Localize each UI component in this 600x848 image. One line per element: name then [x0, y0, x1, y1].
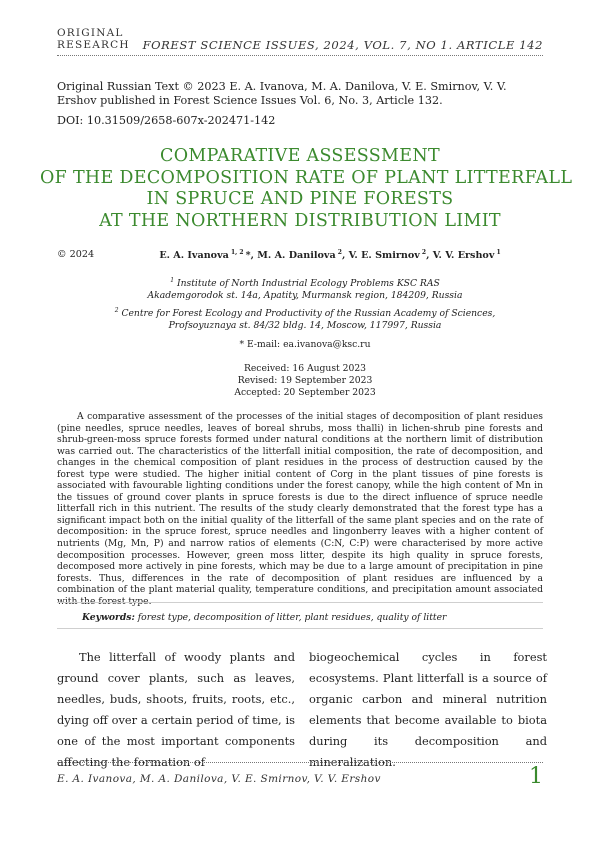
contact-email: * E-mail: ea.ivanova@ksc.ru: [239, 339, 371, 350]
copyright: © 2024: [57, 249, 95, 260]
affiliation-number: 2: [114, 307, 119, 314]
section-label-line1: ORIGINAL: [57, 27, 124, 39]
keywords-divider-bottom: [57, 628, 543, 629]
page-number: 1: [529, 764, 543, 789]
author-separator: ,: [426, 250, 433, 262]
body-column-right: biogeochemical cycles in forest ecosystems. Plant litterfall is a source of organic carbon and mineral nutrition elements that become available to biota during its decomposition and mineralization.: [309, 650, 547, 769]
keywords-text: forest type, decomposition of litter, plant residues, quality of litter: [134, 612, 447, 623]
section-label-line2: RESEARCH: [57, 39, 130, 51]
author-name: M. A. Danilova: [257, 250, 336, 262]
author-name: V. V. Ershov: [432, 250, 495, 262]
journal-header: FOREST SCIENCE ISSUES, 2024, VOL. 7, NO 1. ARTICLE 142: [142, 38, 543, 52]
title-line: OF THE DECOMPOSITION RATE OF PLANT LITTERFALL: [40, 167, 573, 188]
author-affil-sup: 1: [494, 249, 501, 256]
author-affil-sup: 2: [335, 249, 342, 256]
author-separator: ,: [341, 250, 349, 262]
title-line: IN SPRUCE AND PINE FORESTS: [146, 189, 454, 209]
keywords: [82, 612, 446, 623]
affiliation-line: Institute of North Industrial Ecology Problems KSC RAS: [174, 278, 440, 290]
keywords-label: Keywords:: [82, 612, 135, 623]
footer-divider: [57, 762, 543, 763]
affiliation-line: Centre for Forest Ecology and Productivity of the Russian Academy of Sciences,: [118, 308, 496, 320]
corresponding-mark: *,: [245, 250, 258, 262]
original-text-note: Original Russian Text © 2023 E. A. Ivanova, M. A. Danilova, V. E. Smirnov, V. V. Ershov published in Forest Science Issues Vol. 6, No. 3, Article 132.: [57, 80, 507, 107]
accepted-date: Accepted: 20 September 2023: [234, 386, 376, 398]
authors: [130, 249, 530, 261]
author-name: V. E. Smirnov: [348, 250, 420, 262]
body-column-left: The litterfall of woody plants and ground cover plants, such as leaves, needles, buds, shoots, fruits, roots, etc., dying off over a certain period of time, is one of the most important components affecting the formation of: [57, 650, 295, 769]
abstract: A comparative assessment of the processes of the initial stages of decomposition of plant residues (pine needles, spruce needles, leaves of boreal shrubs, moss thalli) in lichen-shrub pine forests and shrub-green-moss spruce forests formed under natural conditions at the northern limit of distribution was carried out. The characteristics of the litterfall initial composition, the rate of decomposition, and changes in the chemical composition of plant residues in the process of destruction caused by the forest type were studied. The higher initial content of Corg in the plant tissues of pine forests is associated with favourable lighting conditions under the forest canopy, while the high content of Mn in the tissues of ground cover plants in spruce forests is due to the direct influence of spruce needle litterfall rich in this nutrient. The results of the study clearly demonstrated that the forest type has a significant impact both on the initial quality of the litterfall of the same plant species and on the rate of decomposition: in the spruce forest, spruce needles and lingonberry leaves with a higher content of nutrients (Mg, Mn, P) and narrow ratios of elements (C:N, C:P) were characterised by more active decomposition processes. However, green moss litter, despite its high quality in spruce forests, decomposed more actively in pine forests, which may be due to a large amount of precipitation in pine forests. Thus, differences in the rate of decomposition of plant residues are influenced by a combination of the plant material quality, temperature conditions, and precipitation amount associated with the forest type.: [57, 411, 543, 607]
article-dates: [100, 363, 510, 398]
footer-authors: E. A. Ivanova, M. A. Danilova, V. E. Smirnov, V. V. Ershov: [57, 773, 381, 785]
affiliation-2: [100, 305, 510, 332]
keywords-divider-top: [57, 602, 543, 603]
author-affil-sup: 2: [419, 249, 427, 256]
doi: DOI: 10.31509/2658-607x-202471-142: [57, 114, 276, 127]
section-label: [57, 27, 130, 51]
affiliation-line: Akademgorodok st. 14a, Apatity, Murmansk region, 184209, Russia: [147, 290, 463, 302]
author-affil-sup: 1, 2: [228, 249, 246, 256]
revised-date: Revised: 19 September 2023: [237, 374, 373, 386]
affiliation-number: 1: [170, 277, 175, 284]
header-divider: [57, 55, 543, 56]
affiliation-1: [100, 275, 510, 302]
author-name: E. A. Ivanova: [159, 250, 229, 262]
title-line: AT THE NORTHERN DISTRIBUTION LIMIT: [99, 210, 501, 231]
affiliation-line: Profsoyuznaya st. 84/32 bldg. 14, Moscow, 117997, Russia: [168, 320, 442, 332]
title-line: COMPARATIVE ASSESSMENT: [160, 146, 440, 166]
article-title: [40, 146, 573, 232]
received-date: Received: 16 August 2023: [243, 363, 367, 374]
